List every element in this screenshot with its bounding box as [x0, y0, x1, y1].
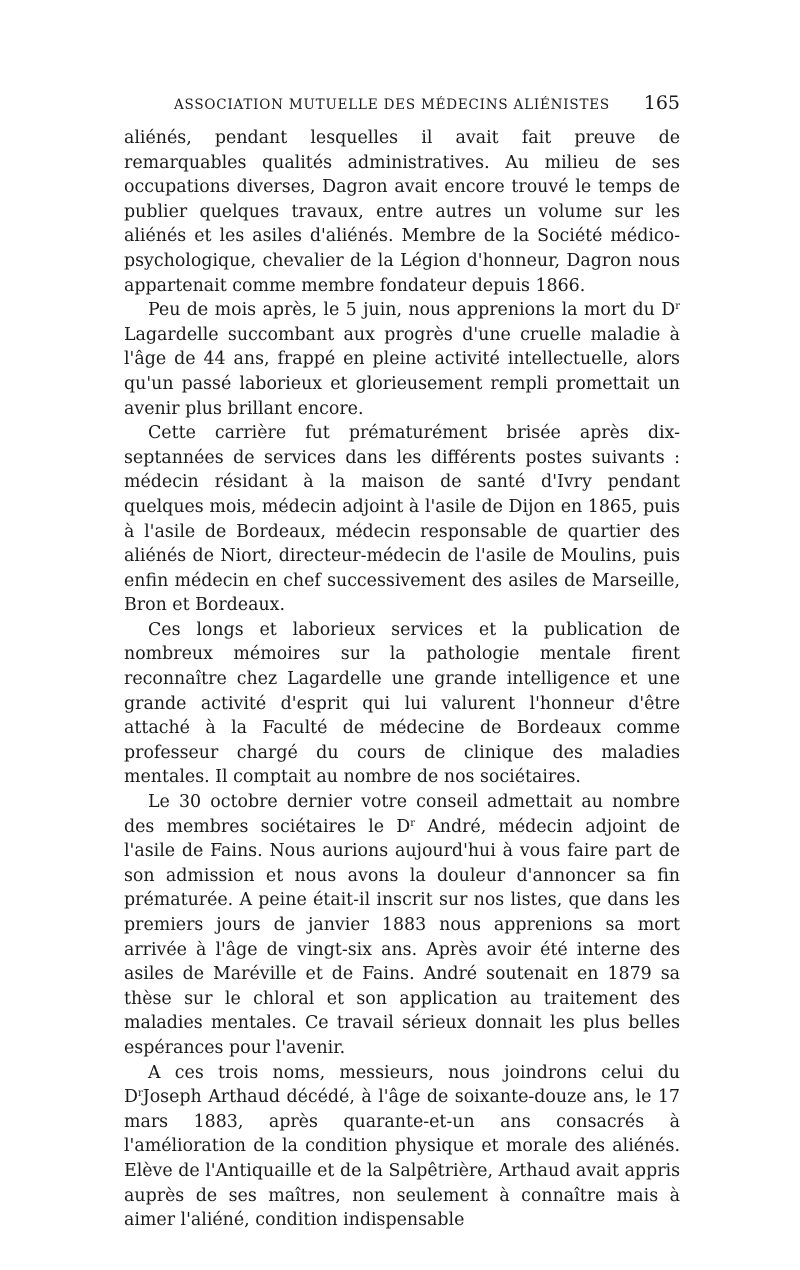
doctor-abbrev-superscript: r	[410, 817, 416, 829]
paragraph-lagardelle-death-part2: Lagardelle succombant aux progrès d'une cruelle maladie à l'âge de 44 ans, frappé en pleine activité intellectuelle, alors qu'un passé laborieux et glorieusement rempli promettait un avenir plus brillant encore.	[124, 324, 680, 419]
paragraph-lagardelle-works: Ces longs et laborieux services et la publication de nombreux mémoires sur la pathologie mentale firent reconnaître chez Lagardelle une grande intelligence et une grande activité d'esprit qui lui valurent l'honneur d'être attaché à la Faculté de médecine de Bordeaux comme professeur chargé du cours de clinique des maladies mentales. Il comptait au nombre de nos sociétaires.	[124, 619, 680, 788]
paragraph-arthaud-part1: A ces trois noms, messieurs, nous joindrons celui du D	[124, 1062, 680, 1108]
doctor-abbrev-superscript: r	[675, 301, 680, 313]
doctor-abbrev-superscript: r	[137, 1088, 143, 1100]
running-title: ASSOCIATION MUTUELLE DES MÉDECINS ALIÉNISTES	[174, 97, 610, 113]
paragraph-dagron-continued: aliénés, pendant lesquelles il avait fait preuve de remarquables qualités administratives. Au milieu de ses occupations diverses, Dagron avait encore trouvé le temps de publier quelques travaux, entre autres un volume sur les aliénés et les asiles d'aliénés. Membre de la Société médico-psychologique, chevalier de la Légion d'honneur, Dagron nous appartenait comme membre fondateur depuis 1866.	[124, 128, 680, 296]
book-page	[124, 92, 680, 1233]
page-number: 165	[643, 92, 680, 114]
running-head	[174, 92, 680, 126]
body-text	[124, 126, 680, 1233]
paragraph-andre-part2: André, médecin adjoint de l'asile de Fains. Nous aurions aujourd'hui à vous faire part de son admission et nous avons la douleur d'annoncer sa fin prématurée. A peine était-il inscrit sur nos listes, que dans les premiers jours de janvier 1883 nous apprenions sa mort arrivée à l'âge de vingt-six ans. Après avoir été interne des asiles de Maréville et de Fains. André soutenait en 1879 sa thèse sur le chloral et son application au traitement des maladies mentales. Ce travail sérieux donnait les plus belles espérances pour l'avenir.	[124, 816, 680, 1058]
paragraph-lagardelle-death	[124, 298, 680, 421]
paragraph-andre	[124, 790, 680, 1061]
paragraph-arthaud-part2: Joseph Arthaud décédé, à l'âge de soixante-douze ans, le 17 mars 1883, après quarante-et-un ans consacrés à l'amélioration de la condition physique et morale des aliénés. Elève de l'Antiquaille et de la Salpêtrière, Arthaud avait appris auprès de ses maîtres, non seulement à connaître mais à aimer l'aliéné, condition indispensable	[124, 1087, 680, 1231]
paragraph-arthaud	[124, 1061, 680, 1233]
paragraph-lagardelle-career: Cette carrière fut prématurément brisée après dix-septannées de services dans les différents postes suivants : médecin résidant à la maison de santé d'Ivry pendant quelques mois, médecin adjoint à l'asile de Dijon en 1865, puis à l'asile de Bordeaux, médecin responsable de quartier des aliénés de Niort, directeur-médecin de l'asile de Moulins, puis enfin médecin en chef successivement des asiles de Marseille, Bron et Bordeaux.	[124, 423, 680, 616]
paragraph-lagardelle-death-part1: Peu de mois après, le 5 juin, nous apprenions la mort du D	[148, 300, 676, 321]
paragraph-andre-part1: Le 30 octobre dernier votre conseil admettait au nombre des membres sociétaires le D	[124, 792, 680, 837]
